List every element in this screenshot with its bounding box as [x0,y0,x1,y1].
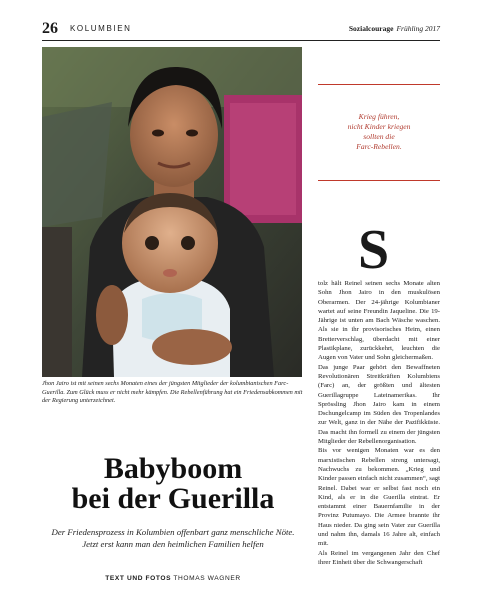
page-number: 26 [42,20,58,37]
headline-line-2: bei der Guerilla [71,482,275,515]
byline [42,574,304,583]
body-paragraph: tolz hält Reinel seinen sechs Monate alten Sohn Jhon Jairo in den muskulösen Oberarmen. Der 24-jährige Kolumbianer wartet auf seine Freundin Jaqueline. Die 19-Jährige ist unten am Bach Wäsche waschen. Als sie in ihr provisorisches Heim, einen Bretterverschlag, überdacht mit einer Plastikplane, zurückkehrt, leuchten die Augen von Vater und Sohn gleichermaßen. [318,280,440,362]
headline-line-1: Babyboom [103,452,243,485]
header-rule [42,40,440,41]
body-paragraph: Das junge Paar gehört den Bewaffneten Revolutionären Streitkräften Kolumbiens (Farc) an, der größten und ältesten Guerillagruppe Lateinamerikas. Ihr Sprössling Jhon Jairo kam in einem Dschungelcamp im Süden des Tropenlandes zur Welt, ganz in der Nähe der Pazifikküste. Das macht ihn formell zu einem der jüngsten Mitglieder der Rebellenorganisation. [318,363,440,446]
section-label: KOLUMBIEN [70,24,132,33]
pull-quote-line: sollten die [363,132,395,141]
quote-rule-bottom [318,180,440,181]
photo-caption: Jhon Jairo ist mit seinen sechs Monaten eines der jüngsten Mitglieder der kolumbianischen Farc-Guerilla. Zum Glück muss er nicht mehr kämpfen. Die Rebellenführung hat ein Friedensabkommen mit der Regierung unterzeichnet. [42,380,303,405]
byline-author: THOMAS WAGNER [173,575,241,582]
magazine-name: Sozialcourage [348,24,394,33]
article-photo [42,47,302,377]
magazine-issue [349,24,440,34]
article-body [318,279,440,567]
pull-quote [318,112,440,152]
byline-label: TEXT UND FOTOS [105,575,172,582]
quote-rule-top [318,84,440,85]
pull-quote-line: Krieg führen, [358,112,400,121]
pull-quote-line: nicht Kinder kriegen [347,122,411,131]
page-header [42,20,440,38]
drop-cap: S [358,219,390,281]
pull-quote-line: Farc-Rebellen. [356,142,402,151]
body-paragraph: Als Reinel im vergangenen Jahr den Chef ihrer Einheit über die Schwangerschaft [318,549,440,566]
headline [42,454,304,514]
issue-label: Frühling 2017 [396,24,440,33]
body-paragraph: Bis vor wenigen Monaten war es den marxistischen Rebellen streng untersagt, Nachwuchs zu bekommen. „Krieg und Kinder passen einfach nicht zusammen“, sagt Reinel. Dabei war er selbst fast noch ein Kind, als er in die Guerilla eintrat. Er entstammt einer Bauernfamilie in der Provinz Putumayo. Die Armee brannte ihr Haus nieder. Da ging sein Vater zur Guerilla und nahm ihn, damals 16 Jahre alt, einfach mit. [318,447,440,548]
article-dek: Der Friedensprozess in Kolumbien offenbart ganz menschliche Nöte. Jetzt erst kann man den heimlichen Familien helfen [51,527,295,549]
